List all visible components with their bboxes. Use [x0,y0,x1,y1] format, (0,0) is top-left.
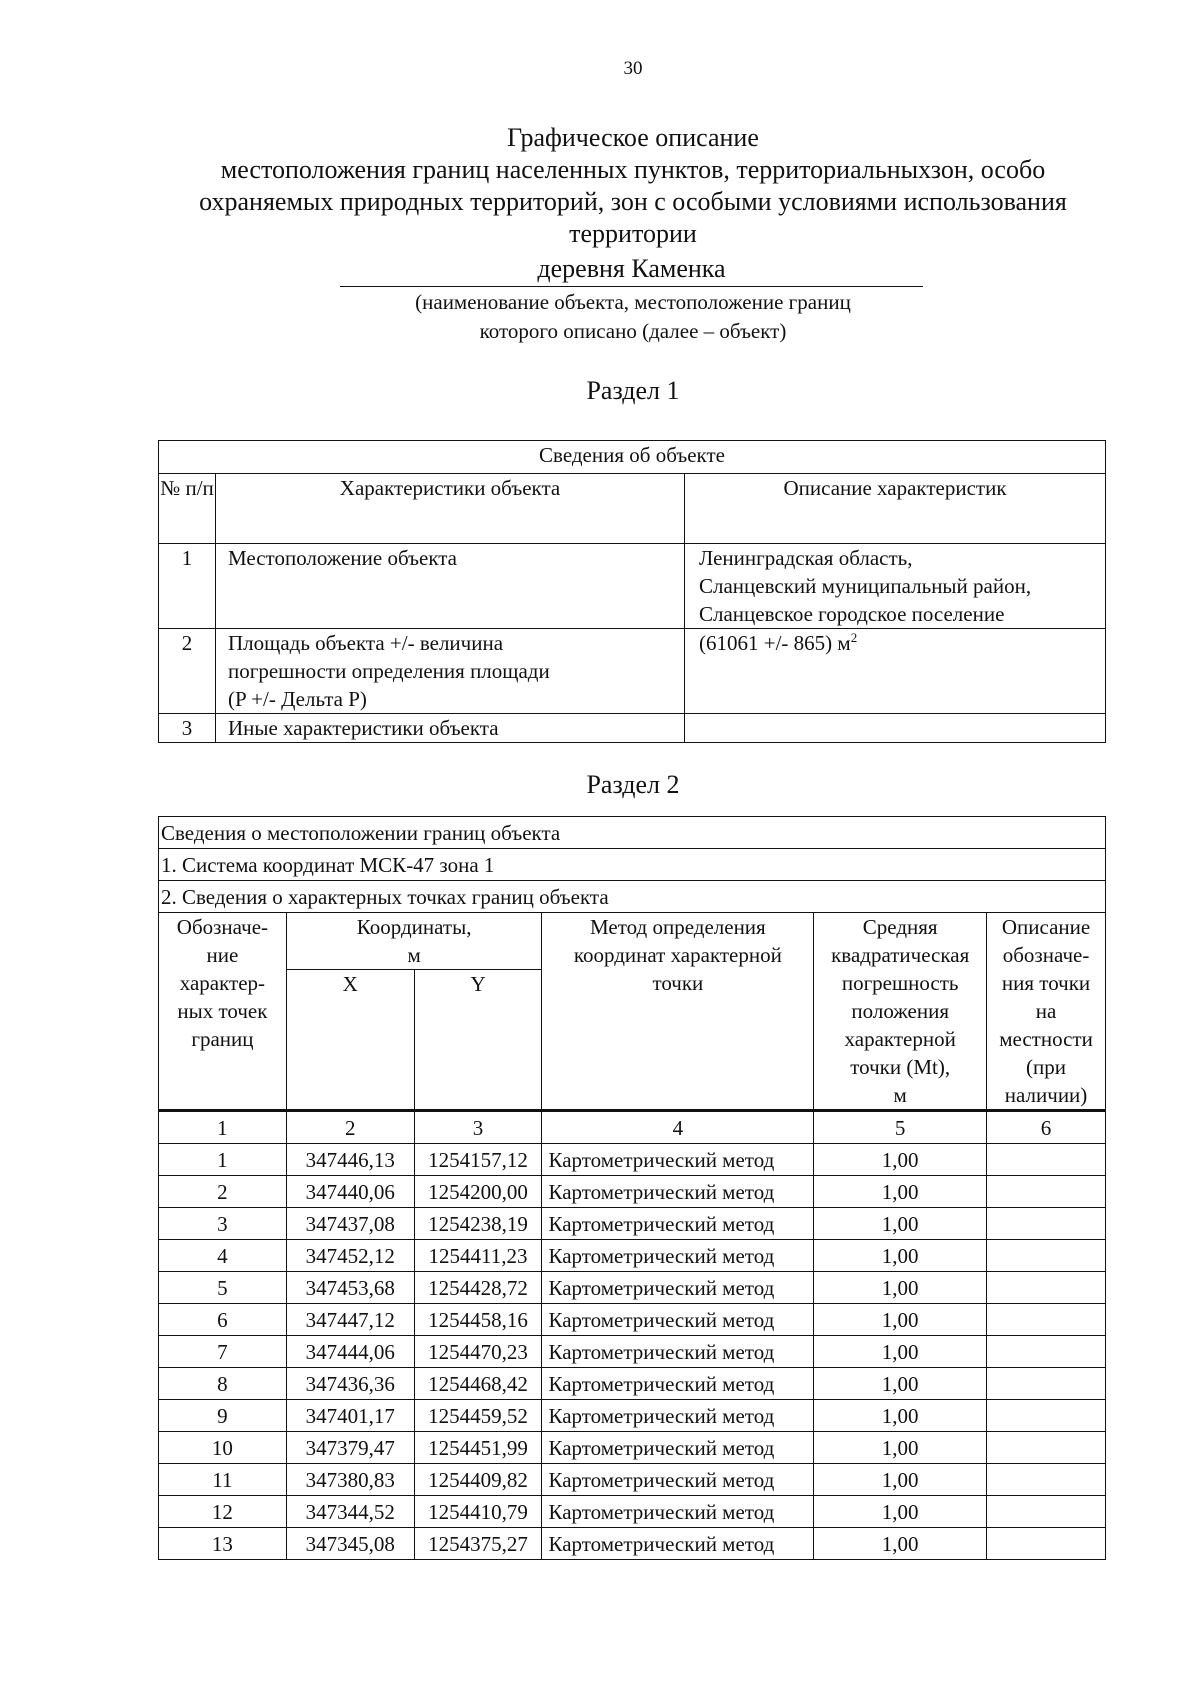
header-line: точки (Mt), [850,1055,951,1079]
coord-y: 1254411,23 [414,1240,542,1272]
table-caption-2: 2. Сведения о характерных точках границ объекта [159,881,1106,913]
row-description [685,544,1106,629]
table-row [159,1400,1106,1432]
point-number: 10 [159,1432,287,1464]
method: Картометрический метод [542,1272,814,1304]
header-line: Обозначе- [176,915,269,939]
coord-x: 347452,12 [286,1240,414,1272]
point-number: 7 [159,1336,287,1368]
title-line: Графическое описание [507,123,759,152]
table-row [159,714,1106,743]
caption-line: которого описано (далее – объект) [479,319,787,343]
header-line: (при [1026,1055,1067,1079]
header-number: № п/п [159,474,216,544]
description-line: Сланцевское городское поселение [699,602,1005,626]
point-number: 5 [159,1272,287,1304]
coord-x: 347444,06 [286,1336,414,1368]
header-line: Метод определения [590,915,766,939]
coord-y: 1254451,99 [414,1432,542,1464]
mean-error: 1,00 [814,1464,987,1496]
mean-error: 1,00 [814,1368,987,1400]
title-line: местоположения границ населенных пунктов, территориальныхзон, особо [220,155,1046,184]
header-y: Y [414,970,542,1111]
coord-x: 347379,47 [286,1432,414,1464]
point-description [987,1208,1106,1240]
method: Картометрический метод [542,1528,814,1560]
header-line: точки [652,971,704,995]
method: Картометрический метод [542,1240,814,1272]
column-number-row [159,1111,1106,1144]
method: Картометрический метод [542,1464,814,1496]
row-description [685,714,1106,743]
point-number: 1 [159,1144,287,1176]
header-characteristic: Характеристики объекта [216,474,685,544]
header-line: ных точек [177,999,268,1023]
page-number: 30 [623,58,643,79]
boundary-points-table [158,816,1106,1560]
mean-error: 1,00 [814,1240,987,1272]
area-unit-superscript: 2 [850,630,858,645]
header-line: положения [851,999,949,1023]
header-line: обозначе- [1002,943,1090,967]
method: Картометрический метод [542,1400,814,1432]
header-line: квадратическая [831,943,970,967]
header-error [814,913,987,1111]
header-x: X [286,970,414,1111]
point-number: 3 [159,1208,287,1240]
point-description [987,1432,1106,1464]
object-name: деревня Каменка [340,254,923,287]
table-row [159,629,1106,714]
object-info-table [158,440,1106,743]
header-line: Средняя [862,915,938,939]
row-number: 3 [159,714,216,743]
method: Картометрический метод [542,1368,814,1400]
section-1-title: Раздел 1 [586,376,680,405]
header-line: характер- [179,971,266,995]
document-title [150,122,1116,250]
row-characteristic: Местоположение объекта [216,544,685,629]
header-line: м [407,943,421,967]
coord-y: 1254238,19 [414,1208,542,1240]
header-description: Описание характеристик [685,474,1106,544]
point-number: 8 [159,1368,287,1400]
description-line: Сланцевский муниципальный район, [699,574,1032,598]
coord-x: 347401,17 [286,1400,414,1432]
point-description [987,1528,1106,1560]
point-description [987,1496,1106,1528]
coord-x: 347436,36 [286,1368,414,1400]
coord-x: 347345,08 [286,1528,414,1560]
header-line: Координаты, [356,915,472,939]
coord-y: 1254428,72 [414,1272,542,1304]
table-caption-1: Сведения о местоположении границ объекта [159,817,1106,849]
point-description [987,1144,1106,1176]
row-characteristic [216,629,685,714]
coord-y: 1254200,00 [414,1176,542,1208]
column-number: 6 [987,1111,1106,1144]
header-line: погрешность [841,971,959,995]
header-method [542,913,814,1111]
header-line: на [1035,999,1057,1023]
header-line: м [893,1083,907,1107]
object-caption [300,288,966,346]
coord-y: 1254458,16 [414,1304,542,1336]
caption-line: (наименование объекта, местоположение границ [415,290,851,314]
mean-error: 1,00 [814,1304,987,1336]
table-row [159,1336,1106,1368]
point-number: 2 [159,1176,287,1208]
coord-x: 347447,12 [286,1304,414,1336]
mean-error: 1,00 [814,1176,987,1208]
header-coordinates [286,913,542,970]
header-line: границ [191,1027,254,1051]
method: Картометрический метод [542,1496,814,1528]
characteristic-line: погрешности определения площади [228,659,550,683]
coord-x: 347440,06 [286,1176,414,1208]
column-number: 1 [159,1111,287,1144]
point-number: 12 [159,1496,287,1528]
title-line: охраняемых природных территорий, зон с особыми условиями использования [199,187,1067,216]
table-row [159,1272,1106,1304]
mean-error: 1,00 [814,1432,987,1464]
point-description [987,1464,1106,1496]
table-row [159,1496,1106,1528]
point-description [987,1336,1106,1368]
method: Картометрический метод [542,1304,814,1336]
point-description [987,1304,1106,1336]
coord-y: 1254470,23 [414,1336,542,1368]
header-line: координат характерной [573,943,782,967]
mean-error: 1,00 [814,1208,987,1240]
point-description [987,1272,1106,1304]
table-row [159,1304,1106,1336]
point-description [987,1176,1106,1208]
header-line: местности [999,1027,1093,1051]
column-number: 3 [414,1111,542,1144]
coord-y: 1254459,52 [414,1400,542,1432]
header-line: ние [206,943,239,967]
row-characteristic: Иные характеристики объекта [216,714,685,743]
point-description [987,1368,1106,1400]
row-number: 1 [159,544,216,629]
coord-y: 1254409,82 [414,1464,542,1496]
table-row [159,1240,1106,1272]
point-number: 4 [159,1240,287,1272]
coord-x: 347446,13 [286,1144,414,1176]
table-row [159,544,1106,629]
description-line: Ленинградская область, [699,546,913,570]
header-line: ния точки [1001,971,1091,995]
header-line: характерной [844,1027,956,1051]
characteristic-line: (P +/- Дельта P) [228,687,367,711]
table-row [159,1432,1106,1464]
coord-y: 1254157,12 [414,1144,542,1176]
row-number: 2 [159,629,216,714]
coord-y: 1254468,42 [414,1368,542,1400]
header-point-description [987,913,1106,1111]
mean-error: 1,00 [814,1144,987,1176]
table-title: Сведения об объекте [159,441,1106,474]
table-row [159,1528,1106,1560]
point-number: 9 [159,1400,287,1432]
point-number: 11 [159,1464,287,1496]
point-description [987,1240,1106,1272]
coord-y: 1254410,79 [414,1496,542,1528]
table-row [159,1144,1106,1176]
coordinate-system: 1. Система координат МСК-47 зона 1 [159,849,1106,881]
title-line: территории [569,219,697,248]
table-row [159,1464,1106,1496]
method: Картометрический метод [542,1336,814,1368]
area-value: (61061 +/- 865) м [699,631,851,655]
mean-error: 1,00 [814,1496,987,1528]
mean-error: 1,00 [814,1272,987,1304]
table-row [159,1176,1106,1208]
row-description [685,629,1106,714]
coord-x: 347437,08 [286,1208,414,1240]
coord-x: 347344,52 [286,1496,414,1528]
header-designation [159,913,287,1111]
mean-error: 1,00 [814,1400,987,1432]
characteristic-line: Площадь объекта +/- величина [228,631,504,655]
table-row [159,1368,1106,1400]
method: Картометрический метод [542,1432,814,1464]
table-row [159,1208,1106,1240]
column-number: 4 [542,1111,814,1144]
column-number: 5 [814,1111,987,1144]
coord-x: 347380,83 [286,1464,414,1496]
coord-y: 1254375,27 [414,1528,542,1560]
point-description [987,1400,1106,1432]
mean-error: 1,00 [814,1336,987,1368]
column-number: 2 [286,1111,414,1144]
point-number: 6 [159,1304,287,1336]
header-line: Описание [1001,915,1091,939]
method: Картометрический метод [542,1144,814,1176]
method: Картометрический метод [542,1208,814,1240]
section-2-title: Раздел 2 [586,770,680,799]
header-line: наличии) [1004,1083,1088,1107]
mean-error: 1,00 [814,1528,987,1560]
point-number: 13 [159,1528,287,1560]
method: Картометрический метод [542,1176,814,1208]
coord-x: 347453,68 [286,1272,414,1304]
